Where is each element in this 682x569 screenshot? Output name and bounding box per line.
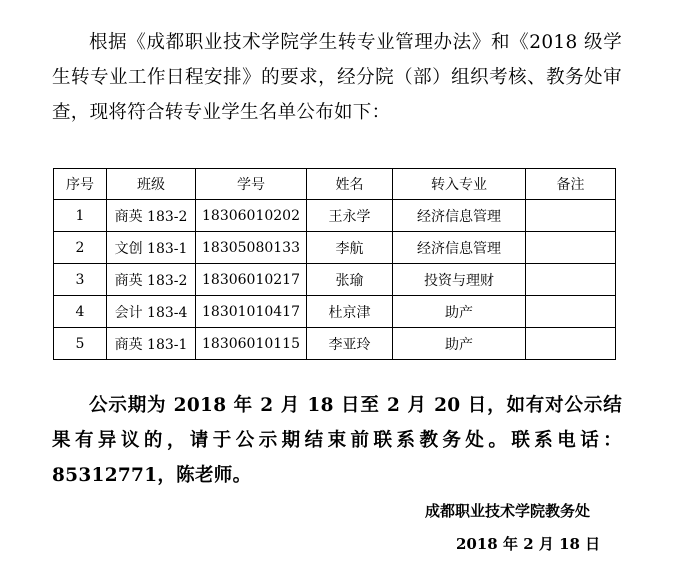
cell-class: 商英 183-2 [107, 264, 196, 296]
table-header-row [54, 169, 616, 200]
cell-class: 会计 183-4 [107, 296, 196, 328]
cell-student-id: 18306010217 [196, 264, 307, 296]
cell-remarks [526, 296, 616, 328]
table-row [54, 296, 616, 328]
cell-name: 李亚玲 [307, 328, 393, 360]
cell-student-id: 18306010202 [196, 200, 307, 232]
cell-class: 商英 183-2 [107, 200, 196, 232]
signature-org: 成都职业技术学院教务处 [425, 502, 591, 520]
notice-paragraph: 公示期为 2018 年 2 月 18 日至 2 月 20 日，如有对公示结果有异议的，请于公示期结束前联系教务处。联系电话：85312771，陈老师。 [52, 395, 622, 486]
cell-major: 经济信息管理 [393, 200, 526, 232]
cell-remarks [526, 232, 616, 264]
header-name: 姓名 [307, 169, 393, 200]
cell-name: 张瑜 [307, 264, 393, 296]
cell-class: 文创 183-1 [107, 232, 196, 264]
cell-remarks [526, 264, 616, 296]
cell-student-id: 18306010115 [196, 328, 307, 360]
cell-remarks [526, 328, 616, 360]
signature-date: 2018 年 2 月 18 日 [456, 535, 601, 553]
cell-index: 4 [54, 296, 107, 328]
header-remarks: 备注 [526, 169, 616, 200]
cell-major: 经济信息管理 [393, 232, 526, 264]
cell-name: 杜京津 [307, 296, 393, 328]
cell-major: 投资与理财 [393, 264, 526, 296]
cell-index: 2 [54, 232, 107, 264]
table-row [54, 200, 616, 232]
table-row [54, 232, 616, 264]
cell-student-id: 18305080133 [196, 232, 307, 264]
header-class: 班级 [107, 169, 196, 200]
cell-name: 李航 [307, 232, 393, 264]
intro-paragraph: 根据《成都职业技术学院学生转专业管理办法》和《2018 级学生转专业工作日程安排》的要求，经分院（部）组织考核、教务处审查，现将符合转专业学生名单公布如下： [52, 32, 622, 123]
cell-class: 商英 183-1 [107, 328, 196, 360]
table-row [54, 264, 616, 296]
cell-name: 王永学 [307, 200, 393, 232]
cell-index: 1 [54, 200, 107, 232]
header-index: 序号 [54, 169, 107, 200]
cell-index: 5 [54, 328, 107, 360]
cell-index: 3 [54, 264, 107, 296]
cell-major: 助产 [393, 296, 526, 328]
header-student-id: 学号 [196, 169, 307, 200]
table-row [54, 328, 616, 360]
cell-major: 助产 [393, 328, 526, 360]
cell-student-id: 18301010417 [196, 296, 307, 328]
cell-remarks [526, 200, 616, 232]
student-transfer-table [53, 168, 616, 360]
header-major: 转入专业 [393, 169, 526, 200]
